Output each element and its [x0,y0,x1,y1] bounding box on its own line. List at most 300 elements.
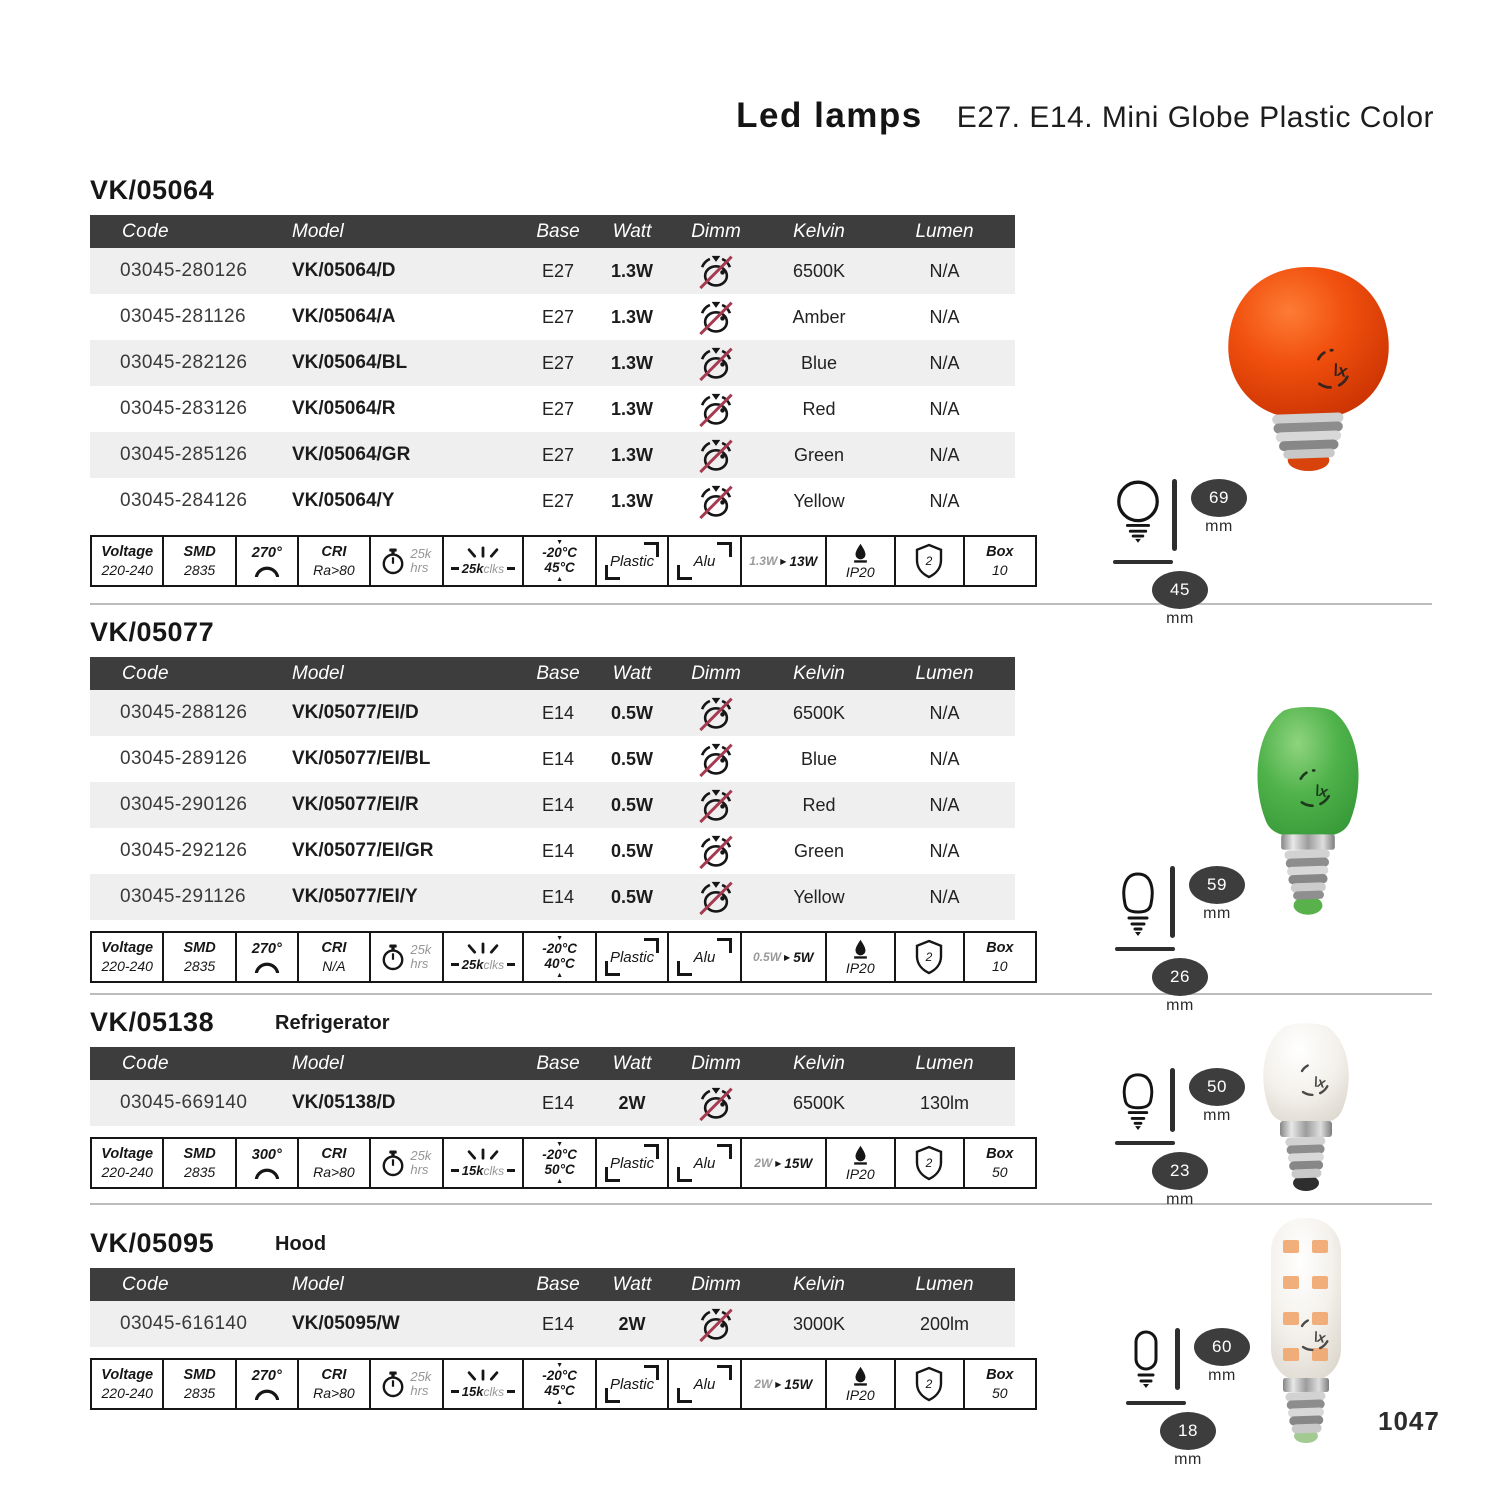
dimension-figure-vk05077 [1115,866,1245,1015]
spec-2 [896,933,965,981]
height-indicator-bar [1172,479,1177,551]
section-heading [90,1228,1037,1262]
corner-bracket-icon [644,1365,659,1380]
svg-text:2: 2 [925,1377,933,1391]
drop-icon [854,1145,867,1165]
drop-icon [854,939,867,959]
switch-cycles-icon [458,1148,508,1161]
corner-bracket-icon [644,1144,659,1159]
shield-icon [913,1366,945,1402]
spec-smd: SMD 2835 [164,537,236,585]
table-row [90,736,1015,782]
spec-voltage: Voltage 220-240 [92,1139,164,1187]
product-model: VK/05077/EI/BL [292,748,431,769]
svg-text:2: 2 [925,554,933,568]
dimm-cell [668,1306,764,1343]
spec-20-c: ▼ -20°C 45°C ▲ [524,537,596,585]
dimm-cell [668,299,764,336]
product-code: 03045-291126 [120,886,246,907]
product-table [90,215,1015,524]
spec-20-c: ▼ -20°C 45°C ▲ [524,1360,596,1408]
product-lumen: N/A [929,444,960,465]
diameter-indicator-bar [1115,1141,1175,1145]
column-header-base: Base [536,662,580,684]
lifetime-clock-icon [381,943,405,971]
product-code: 03045-284126 [120,490,248,511]
diameter-badge: 18 [1160,1412,1216,1450]
product-lumen: N/A [929,490,960,511]
no-dim-icon [696,1306,736,1343]
product-kelvin: Red [802,794,836,815]
product-base: E14 [541,748,575,769]
spec-25k: 25k clks [444,933,525,981]
table-row [90,386,1015,432]
corner-bracket-icon [717,542,732,557]
corner-bracket-icon [717,938,732,953]
product-kelvin: Blue [800,748,838,769]
no-dim-icon [696,833,736,870]
product-base: E27 [541,306,575,327]
section-heading [90,175,1037,209]
page-subtitle: E27. E14. Mini Globe Plastic Color [956,101,1434,134]
product-photo-white-tube-bulb [1258,1214,1353,1449]
product-lumen: 130lm [919,1092,970,1113]
no-dim-icon [696,391,736,428]
spec-ip20: IP20 [827,1360,896,1408]
product-kelvin: 3000K [792,1313,846,1334]
no-dim-icon [696,879,736,916]
spec-270: 270° [237,537,299,585]
corner-bracket-icon [677,961,692,976]
tube-bulb-outline-icon [1126,1328,1166,1392]
product-code: 03045-290126 [120,794,248,815]
product-watt: 1.3W [610,260,653,281]
product-base: E27 [541,260,575,281]
table-row [90,828,1015,874]
product-code: 03045-292126 [120,840,248,861]
table-header-row [90,657,1015,690]
diameter-indicator-bar [1113,560,1173,564]
product-watt: 0.5W [610,702,653,723]
no-dim-icon [696,1085,736,1122]
column-header-watt: Watt [612,1052,652,1074]
spec-plastic: Plastic [597,537,669,585]
spec-voltage: Voltage 220-240 [92,933,164,981]
column-header-kelvin: Kelvin [793,662,845,684]
column-header-dimm: Dimm [691,1273,741,1295]
product-base: E27 [541,444,575,465]
spec-25k: 25k hrs [371,1360,443,1408]
section-vk05077 [90,617,1037,983]
spec-smd: SMD 2835 [164,1360,236,1408]
dimension-figure-vk05064 [1113,479,1247,628]
no-dim-icon [696,253,736,290]
column-header-watt: Watt [612,1273,652,1295]
column-header-code: Code [122,1273,170,1295]
product-kelvin: Yellow [793,490,845,511]
dimm-cell [668,833,764,870]
section-title: VK/05138 [90,1007,215,1037]
product-lumen: N/A [929,702,960,723]
column-header-dimm: Dimm [691,662,741,684]
product-watt: 0.5W [610,748,653,769]
table-header-row [90,1047,1015,1080]
column-header-base: Base [536,220,580,242]
spec-270: 270° [237,933,299,981]
dimm-cell [668,695,764,732]
spec-smd: SMD 2835 [164,933,236,981]
table-row [90,248,1015,294]
product-watt: 2W [618,1092,646,1113]
dimm-cell [668,1085,764,1122]
svg-text:2: 2 [925,950,933,964]
diameter-indicator-bar [1115,947,1175,951]
spec-1-3w: 1.3W ▶ 13W [742,537,827,585]
product-code: 03045-669140 [120,1092,248,1113]
product-base: E14 [541,702,575,723]
no-dim-icon [696,695,736,732]
diameter-unit: mm [1166,610,1194,627]
height-badge: 59 [1189,866,1245,904]
product-photo-red-globe-bulb [1216,264,1401,481]
spec-300: 300° [237,1139,299,1187]
product-code: 03045-289126 [120,748,248,769]
shield-icon [913,939,945,975]
spec-270: 270° [237,1360,299,1408]
column-header-code: Code [122,220,170,242]
spec-cri: CRI N/A [299,933,371,981]
dimension-figure-vk05095 [1126,1328,1250,1469]
drop-icon [854,1366,867,1386]
product-photo-white-pygmy-bulb [1250,1016,1362,1197]
diameter-badge: 23 [1152,1152,1208,1190]
spec-15k: 15k clks [444,1139,525,1187]
product-lumen: N/A [929,306,960,327]
spec-25k: 25k hrs [371,537,443,585]
page-header [736,96,1434,136]
corner-bracket-icon [644,938,659,953]
table-row [90,1301,1015,1347]
product-model: VK/05077/EI/R [292,794,419,815]
switch-cycles-icon [458,942,508,955]
product-base: E27 [541,398,575,419]
spec-alu: Alu [669,1139,741,1187]
column-header-lumen: Lumen [915,1052,974,1074]
column-header-watt: Watt [612,220,652,242]
corner-bracket-icon [605,565,620,580]
table-row [90,690,1015,736]
column-header-base: Base [536,1273,580,1295]
corner-bracket-icon [677,565,692,580]
spec-20-c: ▼ -20°C 50°C ▲ [524,1139,596,1187]
no-dim-icon [696,437,736,474]
pygmy-bulb-outline-icon [1115,1068,1161,1132]
column-header-model: Model [292,1273,344,1295]
product-watt: 0.5W [610,886,653,907]
diameter-unit: mm [1174,1451,1202,1468]
table-row [90,432,1015,478]
column-header-kelvin: Kelvin [793,1273,845,1295]
spec-box: Box 50 [986,1367,1014,1401]
product-base: E14 [541,1092,575,1113]
spec-2w: 2W ▶ 15W [742,1139,827,1187]
product-base: E14 [541,840,575,861]
spec-voltage: Voltage 220-240 [92,1360,164,1408]
dimm-cell [668,437,764,474]
product-watt: 0.5W [610,794,653,815]
spec-cri: CRI Ra>80 [299,537,371,585]
diameter-badge: 45 [1152,571,1208,609]
lifetime-clock-icon [381,1370,405,1398]
spec-2 [896,1360,965,1408]
column-header-model: Model [292,220,344,242]
no-dim-icon [696,741,736,778]
svg-text:\x: \x [1331,360,1349,382]
lifetime-clock-icon [381,1149,405,1177]
no-dim-icon [696,299,736,336]
diameter-unit: mm [1166,997,1194,1014]
product-base: E14 [541,886,575,907]
product-model: VK/05064/R [292,398,396,419]
dimm-cell [668,253,764,290]
spec-strip [90,931,1037,983]
no-dim-icon [696,787,736,824]
product-watt: 1.3W [610,444,653,465]
product-table [90,1047,1015,1126]
diameter-indicator-bar [1126,1401,1186,1405]
product-model: VK/05138/D [292,1092,396,1113]
product-lumen: N/A [929,794,960,815]
diameter-unit: mm [1166,1191,1194,1208]
product-code: 03045-283126 [120,398,248,419]
product-kelvin: Red [802,398,836,419]
section-vk05095 [90,1228,1037,1410]
spec-box: Box 10 [986,544,1014,578]
product-code: 03045-281126 [120,306,246,327]
table-row [90,782,1015,828]
spec-voltage: Voltage 220-240 [92,537,164,585]
corner-bracket-icon [717,1365,732,1380]
spec-ip20: IP20 [827,537,896,585]
spec-2 [896,1139,965,1187]
product-lumen: N/A [929,398,960,419]
table-row [90,478,1015,524]
shield-icon [913,1145,945,1181]
height-unit: mm [1208,1367,1236,1384]
spec-2w: 2W ▶ 15W [742,1360,827,1408]
spec-plastic: Plastic [597,933,669,981]
section-title: VK/05064 [90,175,215,205]
product-lumen: N/A [929,352,960,373]
product-kelvin: Amber [792,306,846,327]
column-header-lumen: Lumen [915,1273,974,1295]
product-lumen: N/A [929,886,960,907]
product-photo-green-pygmy-bulb [1241,696,1375,921]
product-watt: 1.3W [610,490,653,511]
table-header-row [90,1268,1015,1301]
section-title: VK/05077 [90,617,215,647]
beam-angle-icon [253,1386,281,1400]
table-row [90,1080,1015,1126]
section-vk05064 [90,175,1037,587]
corner-bracket-icon [605,1167,620,1182]
product-lumen: N/A [929,748,960,769]
page-title: Led lamps [736,96,923,135]
dimm-cell [668,741,764,778]
section-heading [90,617,1037,651]
product-code: 03045-282126 [120,352,248,373]
no-dim-icon [696,345,736,382]
spec-alu: Alu [669,933,741,981]
corner-bracket-icon [717,1144,732,1159]
spec-plastic: Plastic [597,1360,669,1408]
shield-icon [913,543,945,579]
table-header-row [90,215,1015,248]
corner-bracket-icon [644,542,659,557]
section-subtitle: Hood [275,1233,327,1255]
height-unit: mm [1203,1107,1231,1124]
switch-cycles-icon [458,546,508,559]
dimm-cell [668,483,764,520]
diameter-badge: 26 [1152,958,1208,996]
section-heading [90,1007,1037,1041]
spec-cri: CRI Ra>80 [299,1360,371,1408]
dimm-cell [668,345,764,382]
product-model: VK/05077/EI/GR [292,840,434,861]
spec-box: Box 50 [986,1146,1014,1180]
product-base: E14 [541,1313,575,1334]
column-header-code: Code [122,662,170,684]
product-code: 03045-285126 [120,444,248,465]
spec-plastic: Plastic [597,1139,669,1187]
spec-strip [90,535,1037,587]
height-badge: 50 [1189,1068,1245,1106]
table-row [90,340,1015,386]
product-code: 03045-280126 [120,260,248,281]
product-watt: 1.3W [610,306,653,327]
pygmy-bulb-outline-icon [1115,866,1161,938]
column-header-base: Base [536,1052,580,1074]
height-unit: mm [1205,518,1233,535]
corner-bracket-icon [677,1167,692,1182]
spec-alu: Alu [669,1360,741,1408]
dimm-cell [668,879,764,916]
product-model: VK/05064/A [292,306,396,327]
beam-angle-icon [253,1165,281,1179]
globe-bulb-outline-icon [1113,479,1163,545]
column-header-dimm: Dimm [691,220,741,242]
height-indicator-bar [1175,1328,1180,1390]
drop-icon [854,543,867,563]
product-base: E27 [541,352,575,373]
spec-15k: 15k clks [444,1360,525,1408]
switch-cycles-icon [458,1369,508,1382]
height-badge: 69 [1191,479,1247,517]
table-row [90,294,1015,340]
product-watt: 2W [618,1313,646,1334]
column-header-dimm: Dimm [691,1052,741,1074]
product-model: VK/05095/W [292,1313,400,1334]
product-lumen: N/A [929,260,960,281]
spec-20-c: ▼ -20°C 40°C ▲ [524,933,596,981]
product-base: E14 [541,794,575,815]
column-header-kelvin: Kelvin [793,220,845,242]
lifetime-clock-icon [381,547,405,575]
svg-text:\x: \x [1313,782,1329,802]
column-header-lumen: Lumen [915,662,974,684]
dimension-figure-vk05138 [1115,1068,1245,1209]
spec-2 [896,537,965,585]
spec-strip [90,1137,1037,1189]
height-badge: 60 [1194,1328,1250,1366]
product-model: VK/05077/EI/Y [292,886,418,907]
corner-bracket-icon [605,961,620,976]
height-indicator-bar [1170,1068,1175,1132]
corner-bracket-icon [677,1388,692,1403]
svg-text:\x: \x [1312,1073,1327,1091]
section-title: VK/05095 [90,1228,215,1258]
spec-ip20: IP20 [827,933,896,981]
product-lumen: 200lm [919,1313,970,1334]
product-kelvin: 6500K [792,260,846,281]
column-header-model: Model [292,662,344,684]
product-kelvin: 6500K [792,702,846,723]
spec-box: Box 10 [986,940,1014,974]
product-kelvin: Blue [800,352,838,373]
spec-cri: CRI Ra>80 [299,1139,371,1187]
product-watt: 0.5W [610,840,653,861]
column-header-watt: Watt [612,662,652,684]
section-subtitle: Refrigerator [275,1012,390,1034]
height-indicator-bar [1170,866,1175,938]
spec-strip [90,1358,1037,1410]
column-header-model: Model [292,1052,344,1074]
corner-bracket-icon [605,1388,620,1403]
product-base: E27 [541,490,575,511]
column-header-lumen: Lumen [915,220,974,242]
product-table [90,657,1015,920]
product-model: VK/05077/EI/D [292,702,419,723]
product-model: VK/05064/BL [292,352,408,373]
height-unit: mm [1203,905,1231,922]
table-row [90,874,1015,920]
product-model: VK/05064/D [292,260,396,281]
product-code: 03045-616140 [120,1313,248,1334]
svg-text:\x: \x [1312,1328,1327,1346]
product-watt: 1.3W [610,352,653,373]
spec-ip20: IP20 [827,1139,896,1187]
spec-25k: 25k hrs [371,1139,443,1187]
spec-alu: Alu [669,537,741,585]
spec-25k: 25k clks [444,537,525,585]
dimm-cell [668,787,764,824]
no-dim-icon [696,483,736,520]
product-code: 03045-288126 [120,702,248,723]
beam-angle-icon [253,563,281,577]
page-number: 1047 [1378,1406,1440,1436]
product-kelvin: 6500K [792,1092,846,1113]
section-vk05138 [90,1007,1037,1189]
spec-smd: SMD 2835 [164,1139,236,1187]
product-watt: 1.3W [610,398,653,419]
product-kelvin: Green [793,840,845,861]
product-lumen: N/A [929,840,960,861]
column-header-code: Code [122,1052,170,1074]
product-kelvin: Yellow [793,886,845,907]
spec-25k: 25k hrs [371,933,443,981]
product-model: VK/05064/Y [292,490,395,511]
product-model: VK/05064/GR [292,444,411,465]
